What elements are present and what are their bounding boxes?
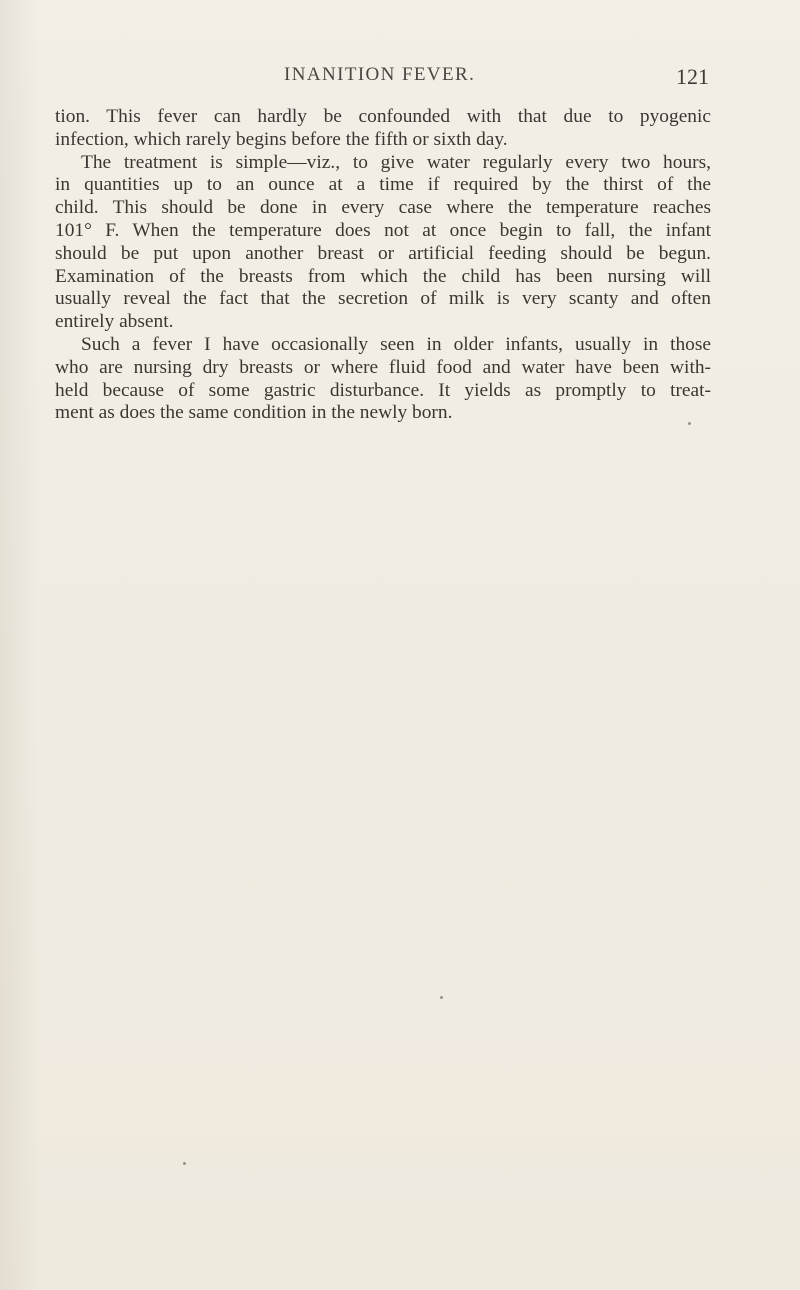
page-header	[0, 62, 800, 92]
text-line: usually reveal the fact that the secretion of milk is very scanty and often	[55, 288, 711, 310]
paper-speck	[183, 1162, 186, 1165]
text-line: infection, which rarely begins before the fifth or sixth day.	[55, 128, 508, 150]
text-line: in quantities up to an ounce at a time if required by the thirst of the	[55, 174, 711, 196]
text-line: The treatment is simple—viz., to give water regularly every two hours,	[81, 151, 711, 173]
body-text	[55, 106, 711, 425]
text-line: ment as does the same condition in the newly born.	[55, 402, 453, 424]
text-line: tion. This fever can hardly be confounded with that due to pyogenic	[55, 106, 711, 127]
text-line: who are nursing dry breasts or where fluid food and water have been with-	[55, 356, 711, 378]
text-line: entirely absent.	[55, 311, 174, 333]
text-line: child. This should be done in every case where the temperature reaches	[55, 197, 711, 219]
paper-speck	[688, 422, 691, 425]
text-line: Such a fever I have occasionally seen in older infants, usually in those	[81, 333, 711, 355]
running-head: INANITION FEVER.	[284, 64, 476, 85]
text-line: should be put upon another breast or artificial feeding should be begun.	[55, 242, 711, 264]
text-line: Examination of the breasts from which the child has been nursing will	[55, 265, 711, 287]
text-line: 101° F. When the temperature does not at once begin to fall, the infant	[55, 219, 711, 241]
text-line: held because of some gastric disturbance. It yields as promptly to treat-	[55, 379, 711, 401]
page-number: 121	[676, 64, 709, 89]
paper-speck	[440, 996, 443, 999]
